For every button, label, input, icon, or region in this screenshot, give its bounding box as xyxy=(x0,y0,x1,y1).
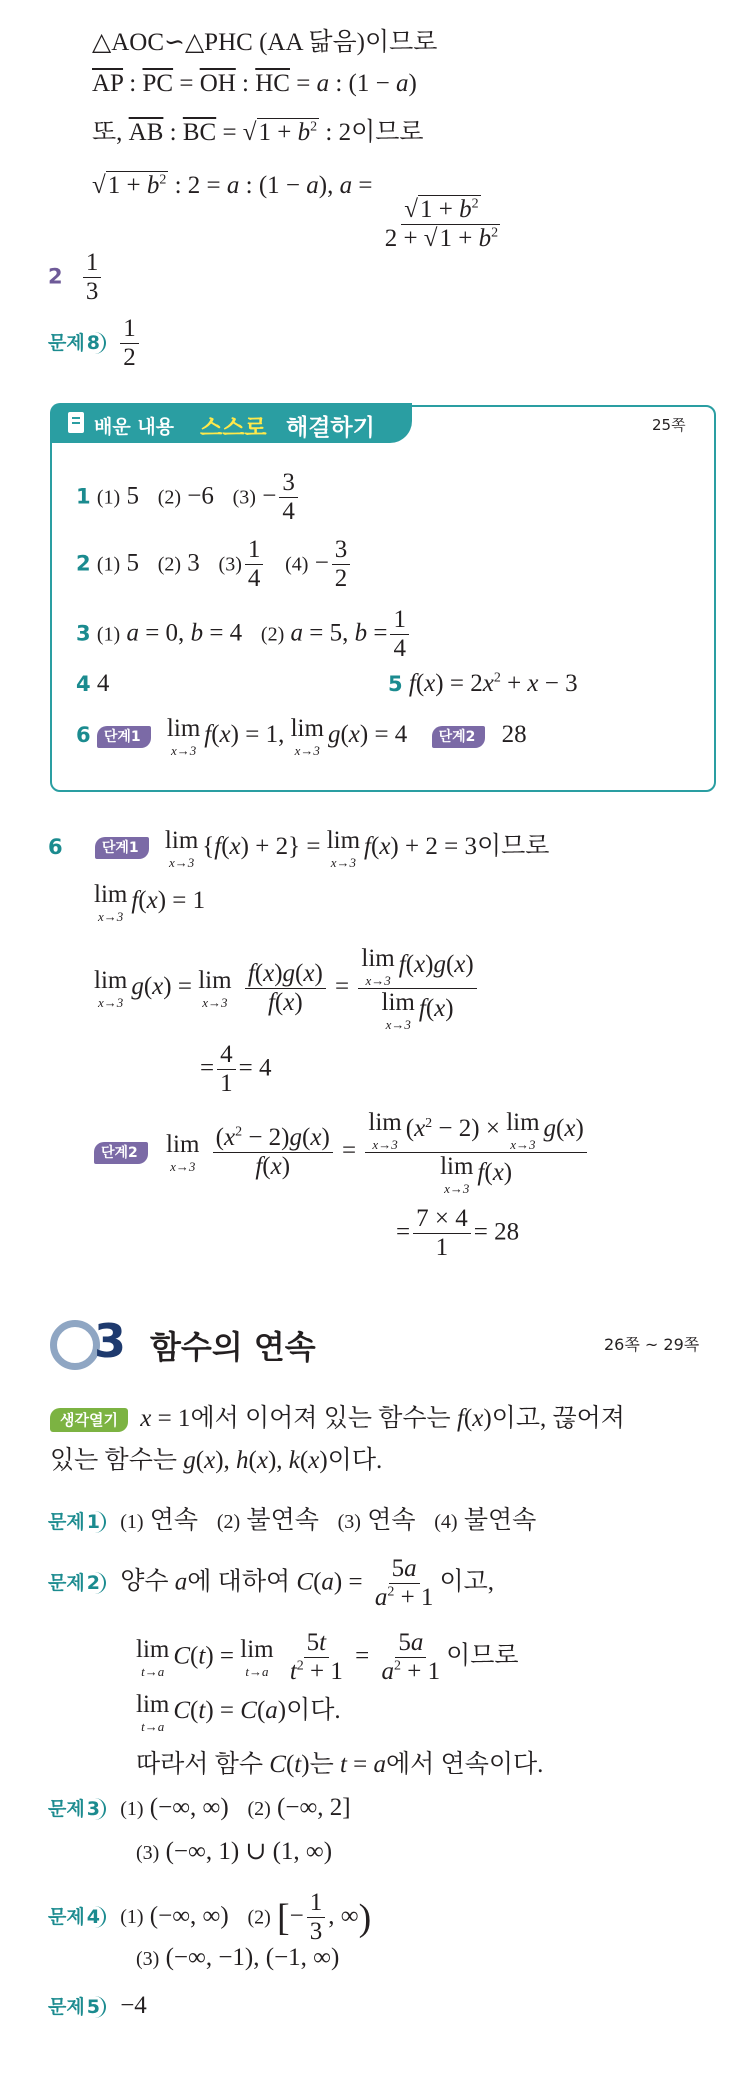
problem-1: 문제 1 (1) 연속 (2) 불연속 (3) 연속 (4) 불연속 xyxy=(48,1507,537,1534)
problem-text: 이다. xyxy=(286,1697,341,1724)
think-line-1: 생각열기 x = 1에서 이어져 있는 함수는 f(x)이고, 끊어져 xyxy=(50,1398,625,1434)
review-1: 1 (1) 5 (2) −6 (3) − $\frac{3}{4}$ xyxy=(76,470,301,526)
problem-2-final: 따라서 함수 C(t)는 t = a에서 연속이다. xyxy=(136,1751,544,1778)
ab-bc-ratio-line: 또, $\overline{AB}$ : $\overline{BC} = √1 + b^2$ : 2이므로 xyxy=(92,119,424,146)
review-6: 6 단계1 lim x→3 f(x) = 1, lim x→3 g(x) = 4 단계2 28 xyxy=(76,715,527,758)
solution-6-result-4: = $\frac{4}{1}$ = 4 xyxy=(200,1041,272,1098)
solution-label: 6 xyxy=(48,835,63,859)
fraction-numerator: 1 xyxy=(83,250,102,278)
label-number: 2 xyxy=(87,1572,106,1594)
problem-5 xyxy=(48,1992,147,2020)
label-text: 문제 xyxy=(48,1511,85,1533)
section-number-badge: 3 xyxy=(50,1318,120,1370)
label-text: 문제 xyxy=(48,1572,85,1595)
solution-6-result-28: = $\frac{7 \times 4}{1}$ = 28 xyxy=(396,1205,520,1262)
label-number: 3 xyxy=(87,1798,106,1820)
problem-text: 이므로 xyxy=(446,1642,519,1670)
answer-text: −4 xyxy=(120,1992,147,2019)
step1-tag: 단계1 xyxy=(97,726,151,748)
problem-text: 따라서 함수 xyxy=(136,1751,264,1778)
problem-label xyxy=(48,1996,106,2018)
box-title-suffix: 해결하기 xyxy=(286,415,375,441)
problem-2: 문제 2 양수 a에 대하여 C(a) = $\frac{5a}{a^2 + 1}$ 이고, xyxy=(48,1555,494,1612)
fraction-denominator: 2 xyxy=(123,344,136,372)
step1-tag: 단계1 xyxy=(95,837,149,859)
problem-label xyxy=(48,1906,106,1928)
step2-answer: 28 xyxy=(501,721,527,749)
problem-4-part3: (3) (−∞, −1), (−1, ∞) xyxy=(136,1944,340,1971)
answer-label: 2 xyxy=(48,264,63,289)
label-number: 1 xyxy=(87,1511,106,1533)
step2-tag: 단계2 xyxy=(94,1142,148,1164)
box-page-number: 25쪽 xyxy=(652,416,686,434)
review-box-header xyxy=(50,403,412,443)
problem-2-conclusion: lim t→a C(t) = C(a)이다. xyxy=(136,1690,341,1734)
problem-label xyxy=(48,1572,106,1594)
result-text: 3이므로 xyxy=(464,833,550,860)
think-text: 에서 이어져 있는 함수는 xyxy=(190,1405,451,1432)
problem-label xyxy=(48,1798,106,1820)
solution-6-step1: 6 단계1 lim x→3 {f(x) + 2} = lim x→3 f(x) + 2 = 3이므로 xyxy=(48,826,550,870)
problem-4: 문제 4 (1) (−∞, ∞) (2) [− $\frac{1}{3}$ , ∞) xyxy=(48,1889,372,1946)
similar-triangles-line xyxy=(92,22,437,58)
line-text: △AOC∽△PHC (AA 닮음)이므로 xyxy=(92,29,438,56)
think-text: 있는 함수는 xyxy=(50,1447,178,1474)
label-number: 4 xyxy=(87,1906,106,1928)
review-3: 3 (1) a = 0, b = 4 (2) a = 5, b = $\frac{1}{4}$ xyxy=(76,607,412,663)
problem-label xyxy=(48,1511,106,1533)
book-icon xyxy=(68,412,84,433)
label-text: 문제 xyxy=(48,1996,85,2018)
problem-text: 에서 연속이다. xyxy=(386,1751,544,1778)
answer-text: 연속 xyxy=(367,1507,416,1534)
line-suffix: : 2이므로 xyxy=(325,119,424,146)
think-text: 이고, 끊어져 xyxy=(491,1405,625,1432)
solution-6-step2: 단계2 lim x→3 $\frac{(x^2 - 2)g(x)}{f(x)}$ = lim x→3 $(x^2 - 2)$ × lim x→3 g(x) lim x→3 f(x) xyxy=(94,1110,590,1195)
solve-a-line: $√1 + b^2$ : 2 = a : (1 − a), a = $\frac{√1 + b^2}{2 + √1 + b^2}$ xyxy=(92,172,499,253)
answer-text: 불연속 xyxy=(463,1507,537,1534)
solution-6-limit-g: lim x→3 g(x) = lim x→3 $\frac{f(x)g(x)}{f(x)}$ = lim x→3 f(x)g(x) lim x→3 f(x) xyxy=(94,946,480,1031)
solution-6-limit-f: lim x→3 f(x) = 1 xyxy=(94,881,206,924)
problem-text: 양수 xyxy=(120,1568,169,1596)
review-5: 5 $f(x) = 2x^2 + x - 3$ xyxy=(388,670,578,697)
label-text: 문제 xyxy=(48,1798,85,1820)
think-line-2: 있는 함수는 g(x), h(x), k(x)이다. xyxy=(50,1447,383,1474)
problem-3: 문제 3 (1) (−∞, ∞) (2) (−∞, 2] xyxy=(48,1794,351,1821)
problem-label xyxy=(48,332,106,354)
fraction-numerator: 1 xyxy=(120,316,139,344)
think-tag: 생각열기 xyxy=(50,1408,128,1432)
review-4: 4 4 xyxy=(76,670,110,697)
box-title-highlight: 스스로 xyxy=(200,415,267,441)
label-number: 8 xyxy=(87,332,106,354)
review-2: 2 (1) 5 (2) 3 (3) $\frac{1}{4}$ (4) − $\frac{3}{2}$ xyxy=(76,537,353,593)
box-title-prefix: 배운 내용 xyxy=(94,416,175,438)
label-text: 문제 xyxy=(48,332,85,355)
fraction-denominator: 3 xyxy=(85,278,99,306)
line-prefix: 또, xyxy=(92,119,123,146)
section-title: 함수의 연속 xyxy=(150,1328,316,1366)
answer-2 xyxy=(48,250,104,306)
problem-text: 에 대하여 xyxy=(187,1568,291,1596)
step2-tag: 단계2 xyxy=(432,726,486,748)
label-number: 5 xyxy=(87,1996,106,2018)
label-text: 문제 xyxy=(48,1906,85,1929)
answer-text: 불연속 xyxy=(246,1507,319,1534)
ratio-line: $\overline{AP}$ : $\overline{PC} = \overline{OH}$ : $\overline{HC} = a$ : (1 − a) xyxy=(92,70,417,97)
think-text: 이다. xyxy=(327,1447,383,1474)
answer-text: 연속 xyxy=(149,1507,199,1534)
problem-text: 이고, xyxy=(439,1568,494,1596)
problem-text: 는 xyxy=(309,1751,334,1778)
problem-3-part3: (3) (−∞, 1) ∪ (1, ∞) xyxy=(136,1838,333,1865)
problem-2-limit: lim t→a C(t) = lim t→a $\frac{5t}{t^2 + 1}$ = $\frac{5a}{a^2 + 1}$ 이므로 xyxy=(136,1629,519,1686)
section-pages: 26쪽 ~ 29쪽 xyxy=(604,1335,700,1354)
problem-8 xyxy=(48,316,142,372)
